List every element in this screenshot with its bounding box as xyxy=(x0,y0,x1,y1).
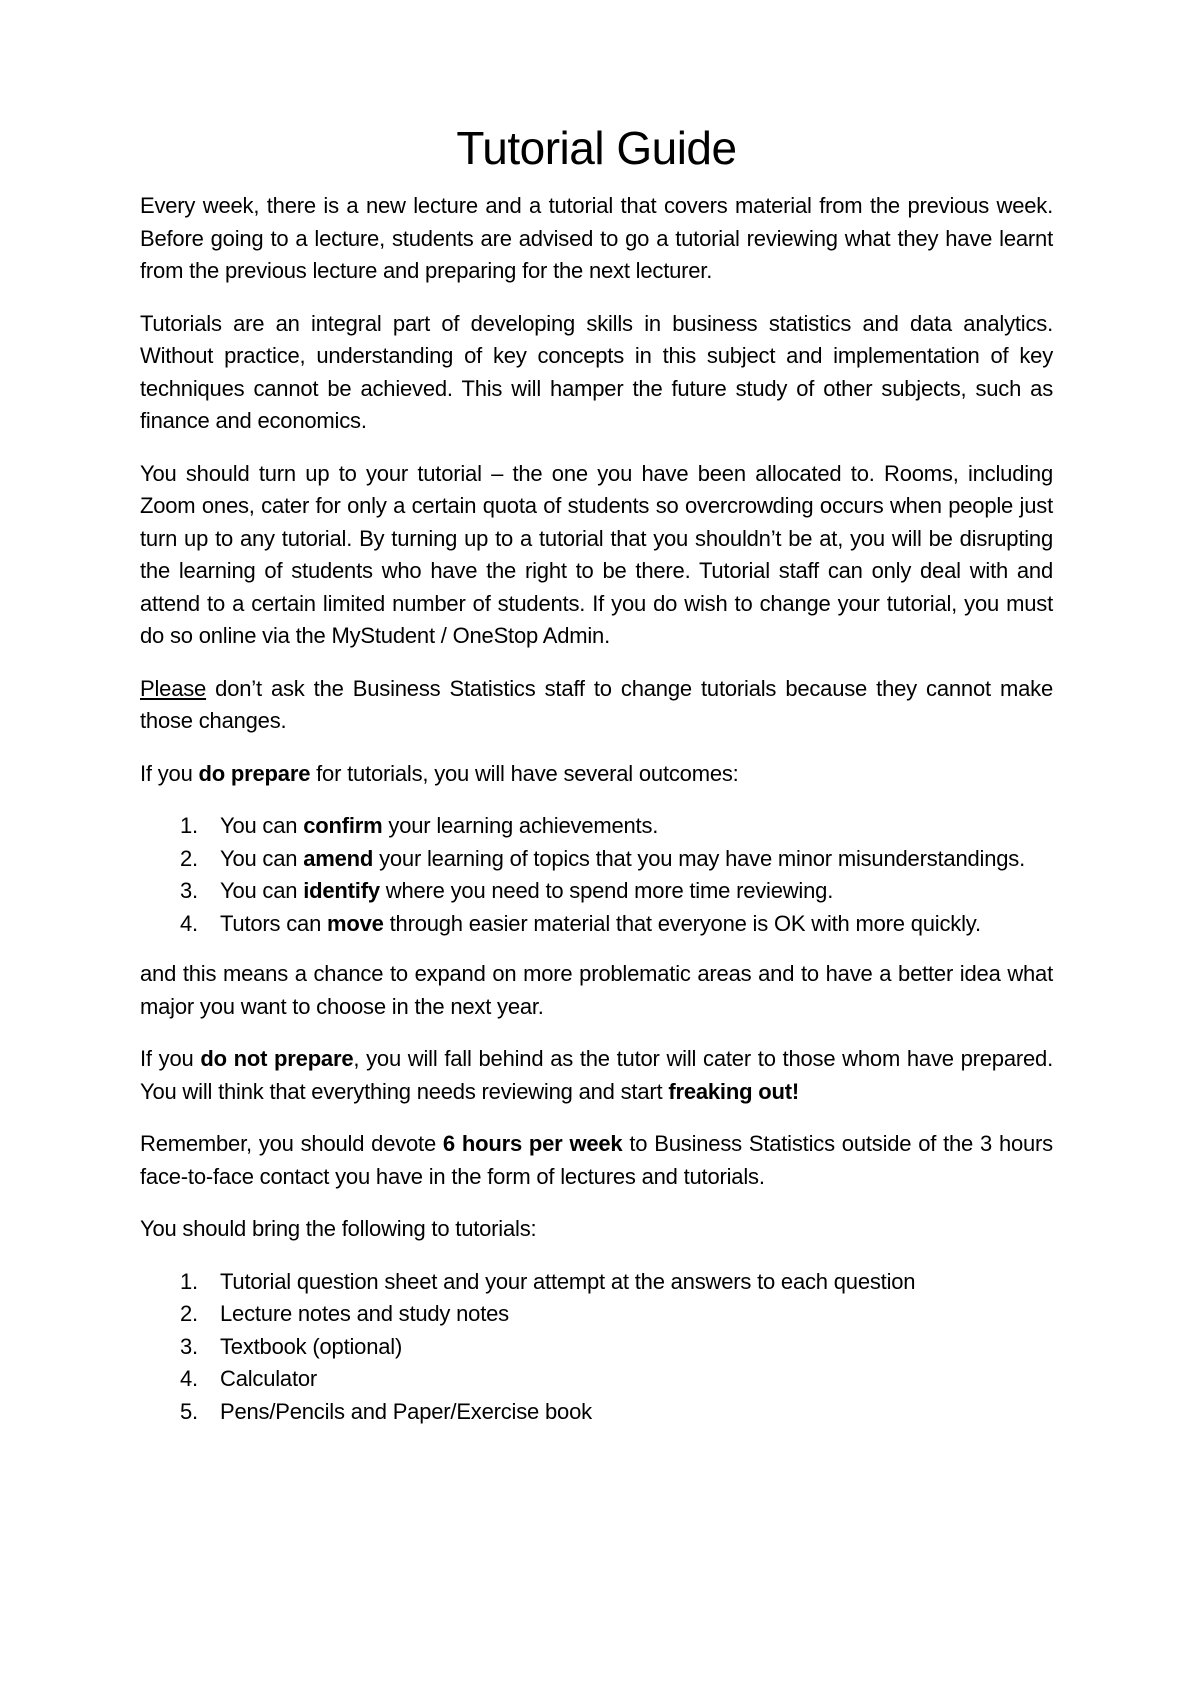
list-item-number: 1. xyxy=(180,813,198,838)
page-title: Tutorial Guide xyxy=(456,122,737,174)
text-run: and this means a chance to expand on more problematic areas and to have a better idea what major you want to choose in the next year. xyxy=(140,961,1053,1019)
text-run: You should turn up to your tutorial – the one you have been allocated to. Rooms, including Zoom ones, cater for only a certain quota of students so overcrowding occurs when people just turn up to any tutorial. By turning up to a tutorial that you shouldn’t be at, you will be disrupting the learning of students who have the right to be there. Tutorial staff can only deal with and attend to a certain limited number of students. If you do wish to change your tutorial, you must do so online via the MyStudent / OneStop Admin. xyxy=(140,460,1053,648)
text-run: don’t ask the Business Statistics staff to change tutorials because they cannot make those changes. xyxy=(140,675,1053,733)
list-item-number: 3. xyxy=(180,878,198,903)
text-run: You can xyxy=(220,845,304,871)
paragraph xyxy=(140,458,1053,653)
paragraph xyxy=(140,1043,1053,1108)
text-run: Tutorial question sheet and your attempt at the answers to each question xyxy=(220,1268,916,1294)
text-run: where you need to spend more time reviewing. xyxy=(379,878,834,903)
text-run: to Business Statistics outside of the 3 hours face-to-face contact you have in the form of lectures and tutorials. xyxy=(140,1131,1053,1189)
paragraph xyxy=(140,673,1053,738)
list-item xyxy=(140,1331,1053,1364)
text-run: Every week, there is a new lecture and a tutorial that covers material from the previous week. Before going to a lecture, students are advised to go a tutorial reviewing what they have learnt from the previous lecture and preparing for the next lecturer. xyxy=(140,193,1053,283)
text-run: Textbook (optional) xyxy=(220,1333,403,1359)
list-item xyxy=(140,1396,1053,1429)
list-item-number: 5. xyxy=(180,1398,198,1424)
list-item-text xyxy=(220,846,1025,871)
document-body xyxy=(140,190,1053,1428)
text-run: Remember, you should devote xyxy=(140,1131,443,1156)
list-item-number: 1. xyxy=(180,1268,198,1294)
list-item xyxy=(140,875,1053,908)
text-run: your learning achievements. xyxy=(382,813,659,838)
list-item xyxy=(140,810,1053,843)
paragraph xyxy=(140,308,1053,438)
text-run: Tutors can xyxy=(220,910,328,936)
list-item-text xyxy=(220,813,658,838)
ordered-list xyxy=(140,810,1053,940)
text-run: for tutorials, you will have several outcomes: xyxy=(310,760,739,786)
list-item-text xyxy=(220,1269,915,1294)
paragraph xyxy=(140,958,1053,1023)
text-run: identify xyxy=(303,878,380,903)
list-item-text xyxy=(220,1301,509,1326)
ordered-list xyxy=(140,1266,1053,1429)
paragraph xyxy=(140,758,1053,791)
text-run: confirm xyxy=(303,813,383,838)
list-item-text xyxy=(220,911,981,936)
list-item-number: 4. xyxy=(180,910,198,936)
text-run: Calculator xyxy=(220,1366,318,1391)
text-run: through easier material that everyone is OK with more quickly. xyxy=(383,910,981,936)
list-item xyxy=(140,908,1053,941)
text-run: You can xyxy=(220,878,304,903)
text-run: freaking out! xyxy=(668,1078,799,1104)
text-run: move xyxy=(327,910,384,936)
list-item-number: 4. xyxy=(180,1366,198,1391)
list-item xyxy=(140,1298,1053,1331)
text-run: your learning of topics that you may have minor misunderstandings. xyxy=(373,845,1025,871)
list-item-text xyxy=(220,1334,402,1359)
text-run: Lecture notes and study notes xyxy=(220,1301,509,1326)
list-item-number: 2. xyxy=(180,1301,198,1326)
list-item xyxy=(140,1266,1053,1299)
text-run: You should bring the following to tutorials: xyxy=(140,1216,537,1241)
text-run: If you xyxy=(140,760,199,786)
list-item-number: 2. xyxy=(180,845,198,871)
list-item xyxy=(140,1363,1053,1396)
text-run: Pens/Pencils and Paper/Exercise book xyxy=(220,1398,592,1424)
text-run: do prepare xyxy=(198,760,311,786)
list-item-text xyxy=(220,1366,317,1391)
list-item-text xyxy=(220,1399,592,1424)
text-run: amend xyxy=(303,845,374,871)
text-run: do not prepare xyxy=(200,1046,354,1071)
paragraph xyxy=(140,1213,1053,1246)
paragraph xyxy=(140,1128,1053,1193)
text-run: If you xyxy=(140,1046,201,1071)
text-run: Please xyxy=(140,675,207,701)
text-run: , you will fall behind as the tutor will cater to those whom have prepared. You will think that everything needs reviewing and start xyxy=(140,1046,1053,1104)
list-item-text xyxy=(220,878,833,903)
list-item xyxy=(140,843,1053,876)
list-item-number: 3. xyxy=(180,1333,198,1359)
text-run: Tutorials are an integral part of developing skills in business statistics and data analytics. Without practice, understanding of key concepts in this subject and implementation of key techniques cannot be achieved. This will hamper the future study of other subjects, such as finance and economics. xyxy=(140,310,1053,433)
text-run: You can xyxy=(220,813,304,838)
paragraph xyxy=(140,190,1053,288)
text-run: 6 hours per week xyxy=(442,1131,623,1156)
